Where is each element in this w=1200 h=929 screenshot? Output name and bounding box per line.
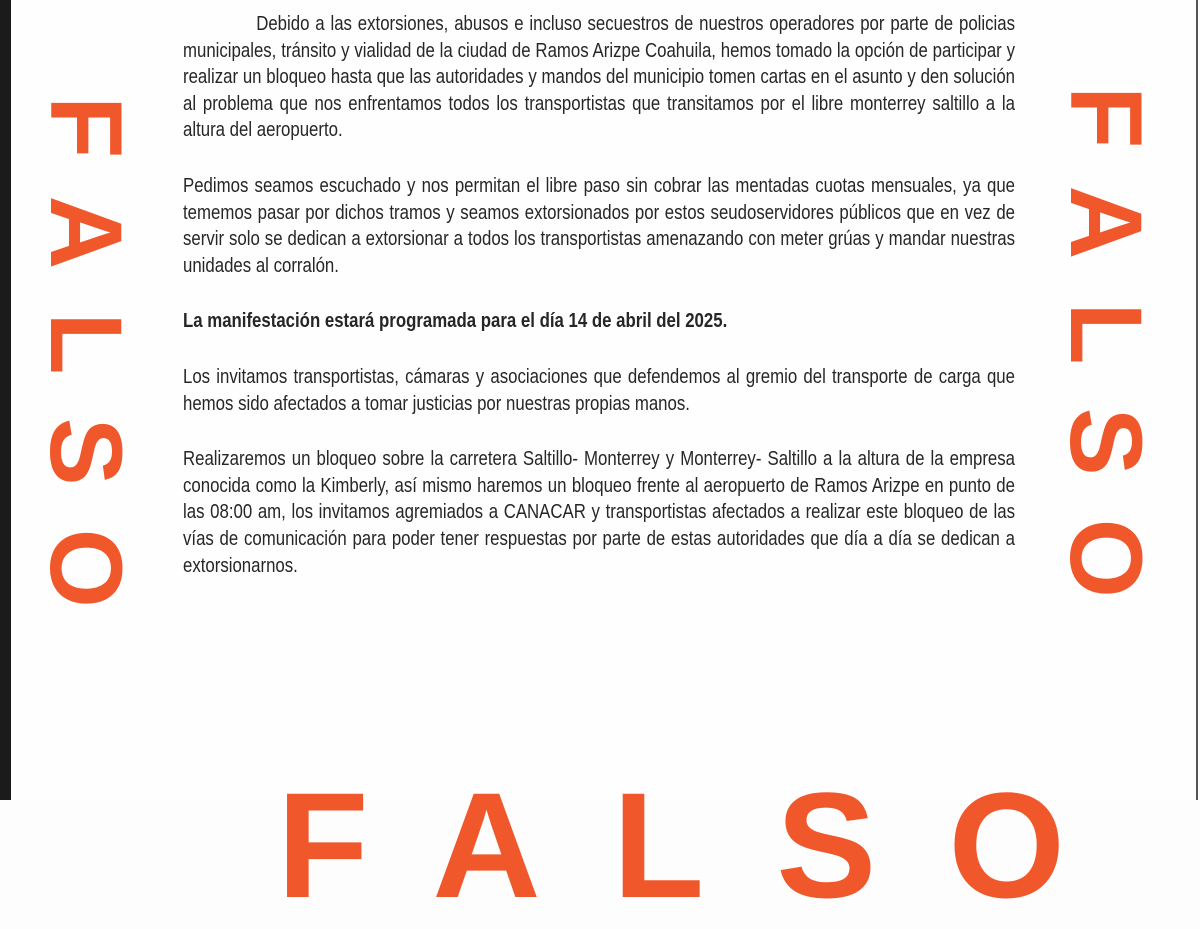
- paragraph-spacer: [183, 335, 1015, 364]
- paragraph-invitation: Los invitamos transportistas, cámaras y asociaciones que defendemos al gremio del transporte de carga que hemos sido afectados a tomar justicias por nuestras propias manos.: [183, 365, 1015, 415]
- falso-watermark-bottom: FALSO: [277, 761, 1138, 929]
- falso-watermark-right: FALSO: [1049, 86, 1163, 642]
- paragraph-request: Pedimos seamos escuchado y nos permitan el libre paso sin cobrar las mentadas cuotas mensuales, ya que tememos pasar por dichos tramos y seamos extorsionados por estos seudoservidores públicos que en vez de servir solo se dedican a extorsionar a todos los transportistas amenazando con meter grúas y mandar nuestras unidades al corralón.: [183, 174, 1015, 277]
- paragraph-spacer: [183, 417, 1015, 446]
- dark-border-right: [1196, 0, 1198, 800]
- paragraph-protest-date: La manifestación estará programada para el día 14 de abril del 2025.: [183, 310, 728, 333]
- document-body: [183, 11, 1015, 579]
- paragraph-spacer: [183, 279, 1015, 308]
- dark-border-left: [0, 0, 11, 800]
- paragraph-blockade-details: Realizaremos un bloqueo sobre la carretera Saltillo- Monterrey y Monterrey- Saltillo a la altura de la empresa conocida como la Kimberly, así mismo haremos un bloqueo frente al aeropuerto de Ramos Arizpe en punto de las 08:00 am, los invitamos agremiados a CANACAR y transportistas afectados a realizar este bloqueo de las vías de comunicación para poder tener respuestas por parte de estas autoridades que día a día se dedican a extorsionarnos.: [183, 448, 1015, 577]
- falso-watermark-left: FALSO: [29, 96, 143, 652]
- paragraph-extortion-reason: Debido a las extorsiones, abusos e incluso secuestros de nuestros operadores por parte de policias municipales, tránsito y vialidad de la ciudad de Ramos Arizpe Coahuila, hemos tomado la opción de participar y realizar un bloqueo hasta que las autoridades y mandos del municipio tomen cartas en el asunto y den solución al problema que nos enfrentamos todos los transportistas que transitamos por el libre monterrey saltillo a la altura del aeropuerto.: [183, 13, 1015, 142]
- paragraph-spacer: [183, 144, 1015, 173]
